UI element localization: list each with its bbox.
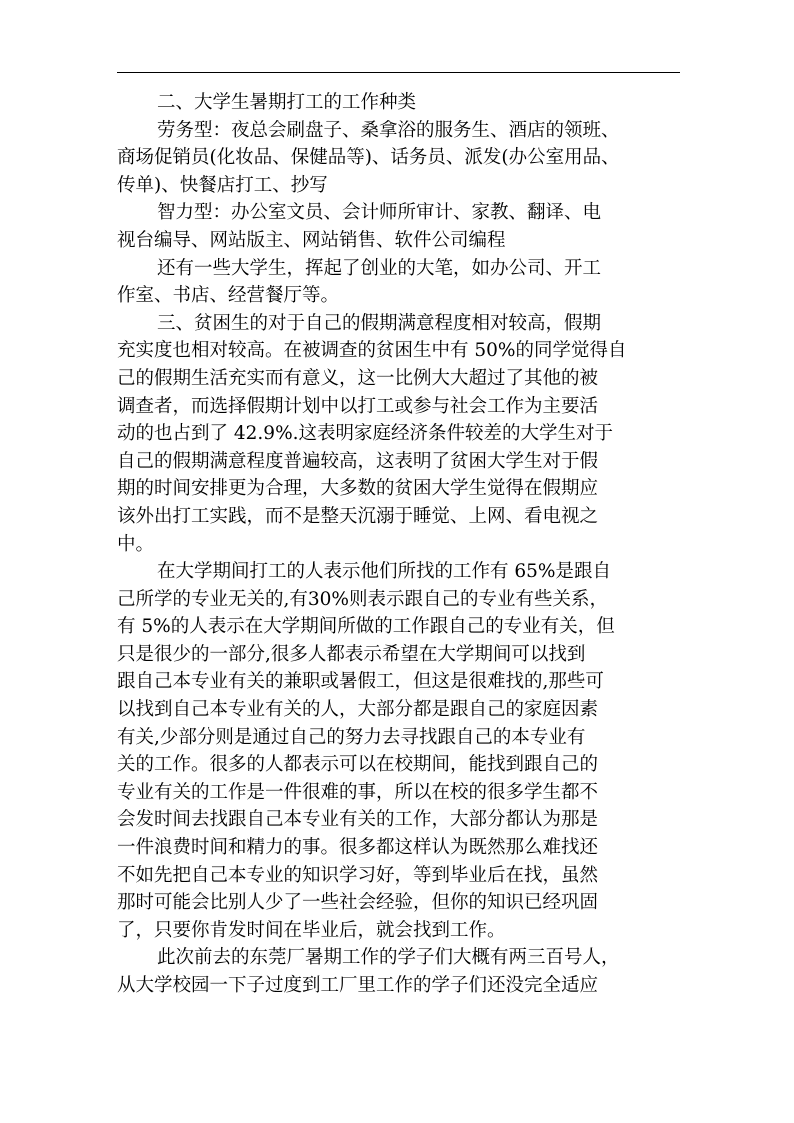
text-line: 三、贫困生的对于自己的假期满意程度相对较高，假期 bbox=[157, 312, 602, 334]
text-line: 智力型：办公室文员、会计师所审计、家教、翻译、电 bbox=[157, 202, 602, 224]
text-line: 己的假期生活充实而有意义，这一比例大大超过了其他的被 bbox=[117, 367, 599, 389]
text-line: 动的也占到了 42.9%.这表明家庭经济条件较差的大学生对于 bbox=[117, 423, 614, 445]
text-line: 还有一些大学生，挥起了创业的大笔，如办公司、开工 bbox=[157, 257, 602, 279]
text-line: 该外出打工实践，而不是整天沉溺于睡觉、上网、看电视之 bbox=[117, 505, 599, 527]
text-line: 视台编导、网站版主、网站销售、软件公司编程 bbox=[117, 229, 506, 251]
text-line: 有关,少部分则是通过自己的努力去寻找跟自己的本专业有 bbox=[117, 726, 586, 748]
text-line: 充实度也相对较高。在被调查的贫困生中有 50%的同学觉得自 bbox=[117, 340, 627, 362]
text-line: 会发时间去找跟自己本专业有关的工作，大部分都认为那是 bbox=[117, 809, 599, 831]
text-line: 期的时间安排更为合理，大多数的贫困大学生觉得在假期应 bbox=[117, 478, 599, 500]
text-line: 二、大学生暑期打工的工作种类 bbox=[157, 92, 417, 113]
text-line: 在大学期间打工的人表示他们所找的工作有 65%是跟自 bbox=[157, 561, 612, 583]
text-line: 关的工作。很多的人都表示可以在校期间，能找到跟自己的 bbox=[117, 754, 599, 776]
document-body bbox=[117, 89, 680, 1000]
text-line: 有 5%的人表示在大学期间所做的工作跟自己的专业有关，但 bbox=[117, 616, 615, 638]
text-line: 从大学校园一下子过度到工厂里工作的学子们还没完全适应 bbox=[117, 975, 599, 996]
text-line: 中。 bbox=[117, 533, 155, 555]
header-rule bbox=[117, 72, 680, 73]
text-line: 那时可能会比别人少了一些社会经验，但你的知识已经巩固 bbox=[117, 892, 599, 914]
text-line: 以找到自己本专业有关的人，大部分都是跟自己的家庭因素 bbox=[117, 699, 599, 721]
text-line: 调查者，而选择假期计划中以打工或参与社会工作为主要活 bbox=[117, 395, 599, 417]
text-line: 一件浪费时间和精力的事。很多都这样认为既然那么难找还 bbox=[117, 837, 599, 859]
text-line: 跟自己本专业有关的兼职或暑假工，但这是很难找的,那些可 bbox=[117, 671, 604, 693]
text-line: 自己的假期满意程度普遍较高，这表明了贫困大学生对于假 bbox=[117, 450, 599, 472]
text-line: 此次前去的东莞厂暑期工作的学子们大概有两三百号人， bbox=[157, 947, 620, 969]
text-line: 劳务型：夜总会刷盘子、桑拿浴的服务生、酒店的领班、 bbox=[157, 119, 620, 141]
text-line: 己所学的专业无关的,有30%则表示跟自己的专业有些关系， bbox=[117, 588, 609, 610]
text-line: 作室、书店、经营餐厅等。 bbox=[117, 285, 340, 307]
text-line: 只是很少的一部分,很多人都表示希望在大学期间可以找到 bbox=[117, 643, 586, 665]
text-line: 传单)、快餐店打工、抄写 bbox=[117, 174, 328, 196]
text-line: 专业有关的工作是一件很难的事，所以在校的很多学生都不 bbox=[117, 781, 599, 803]
text-line: 商场促销员(化妆品、保健品等)、话务员、派发(办公室用品、 bbox=[117, 147, 620, 169]
text-line: 了，只要你肯发时间在毕业后，就会找到工作。 bbox=[117, 919, 506, 941]
text-line: 不如先把自己本专业的知识学习好，等到毕业后在找，虽然 bbox=[117, 864, 599, 886]
